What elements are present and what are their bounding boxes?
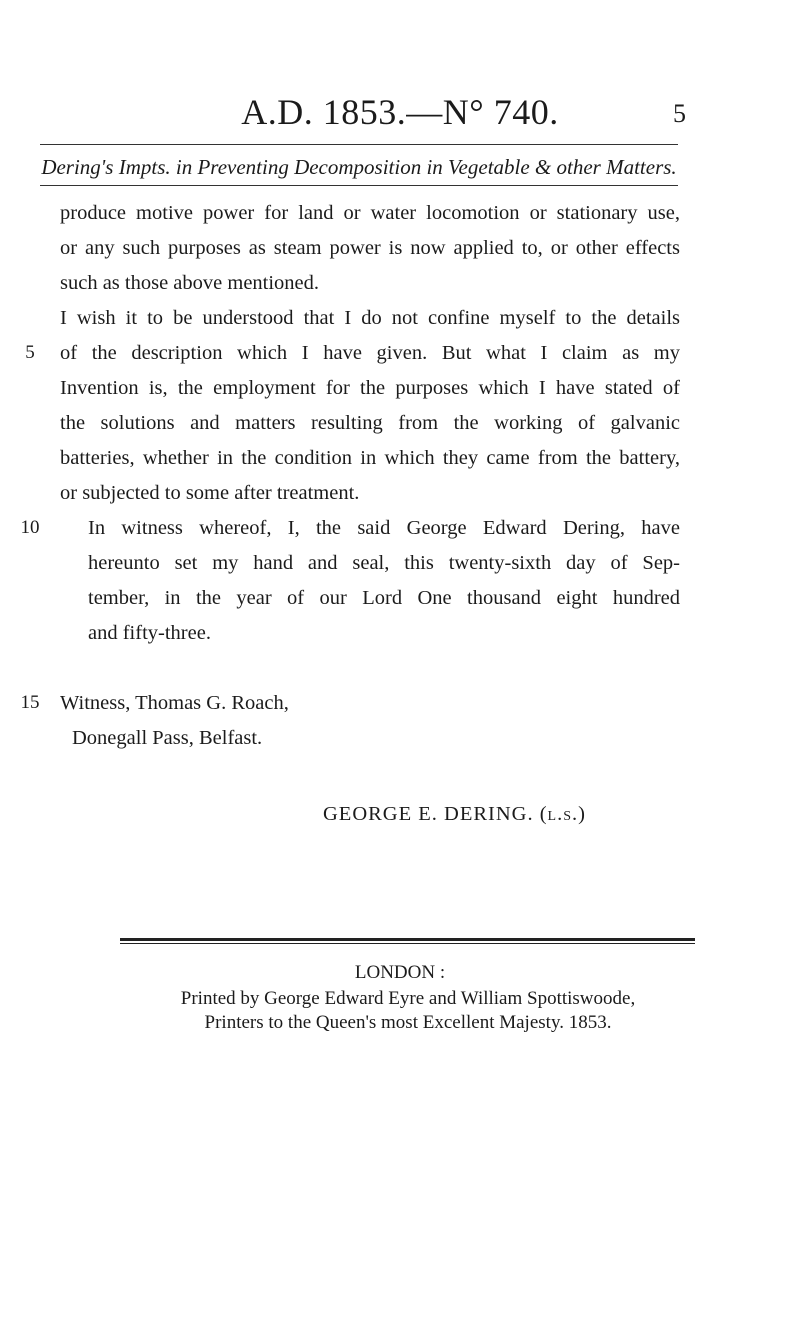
footer-rule-thick	[120, 938, 695, 941]
witness-address: Donegall Pass, Belfast.	[72, 727, 263, 749]
footer-rule-thin	[120, 943, 695, 944]
text-line: In witness whereof, I, the said George Edward Dering, have	[88, 517, 680, 539]
text-line: batteries, whether in the condition in which they came from the battery,	[60, 447, 680, 469]
line-number: 10	[20, 517, 40, 538]
signature-line	[323, 798, 586, 830]
patent-number-heading: A.D. 1853.—N° 740.	[241, 92, 559, 132]
text-line: I wish it to be understood that I do not confine myself to the details	[60, 307, 680, 329]
page-header	[0, 90, 800, 134]
imprint-city: LONDON :	[354, 962, 446, 983]
text-line: or subjected to some after treatment.	[60, 482, 360, 504]
line-number: 5	[25, 342, 35, 363]
text-line: tember, in the year of our Lord One thousand eight hundred	[88, 587, 680, 609]
text-line: the solutions and matters resulting from the working of galvanic	[60, 412, 680, 434]
text-line: hereunto set my hand and seal, this twenty-sixth day of Sep-	[88, 552, 680, 574]
signatory-name: GEORGE E. DERING.	[323, 803, 534, 825]
text-line: such as those above mentioned.	[60, 272, 320, 294]
text-line: of the description which I have given. But what I claim as my	[60, 342, 680, 364]
text-line: produce motive power for land or water locomotion or stationary use,	[60, 202, 680, 224]
running-title: Dering's Impts. in Preventing Decomposition in Vegetable & other Matters.	[41, 155, 677, 179]
imprint-title: Printers to the Queen's most Excellent Majesty. 1853.	[204, 1012, 612, 1033]
subtitle-rule	[40, 185, 678, 186]
witness-line: Witness, Thomas G. Roach,	[60, 692, 289, 714]
line-number: 15	[20, 692, 40, 713]
page-number: 5	[673, 99, 686, 128]
text-line: or any such purposes as steam power is now applied to, or other effects	[60, 237, 680, 259]
text-line: and fifty-three.	[88, 622, 211, 644]
text-line: Invention is, the employment for the purposes which I have stated of	[60, 377, 680, 399]
seal-mark: (l.s.)	[539, 803, 586, 825]
imprint-printers: Printed by George Edward Eyre and William Spottiswoode,	[180, 988, 636, 1009]
header-rule	[40, 144, 678, 145]
